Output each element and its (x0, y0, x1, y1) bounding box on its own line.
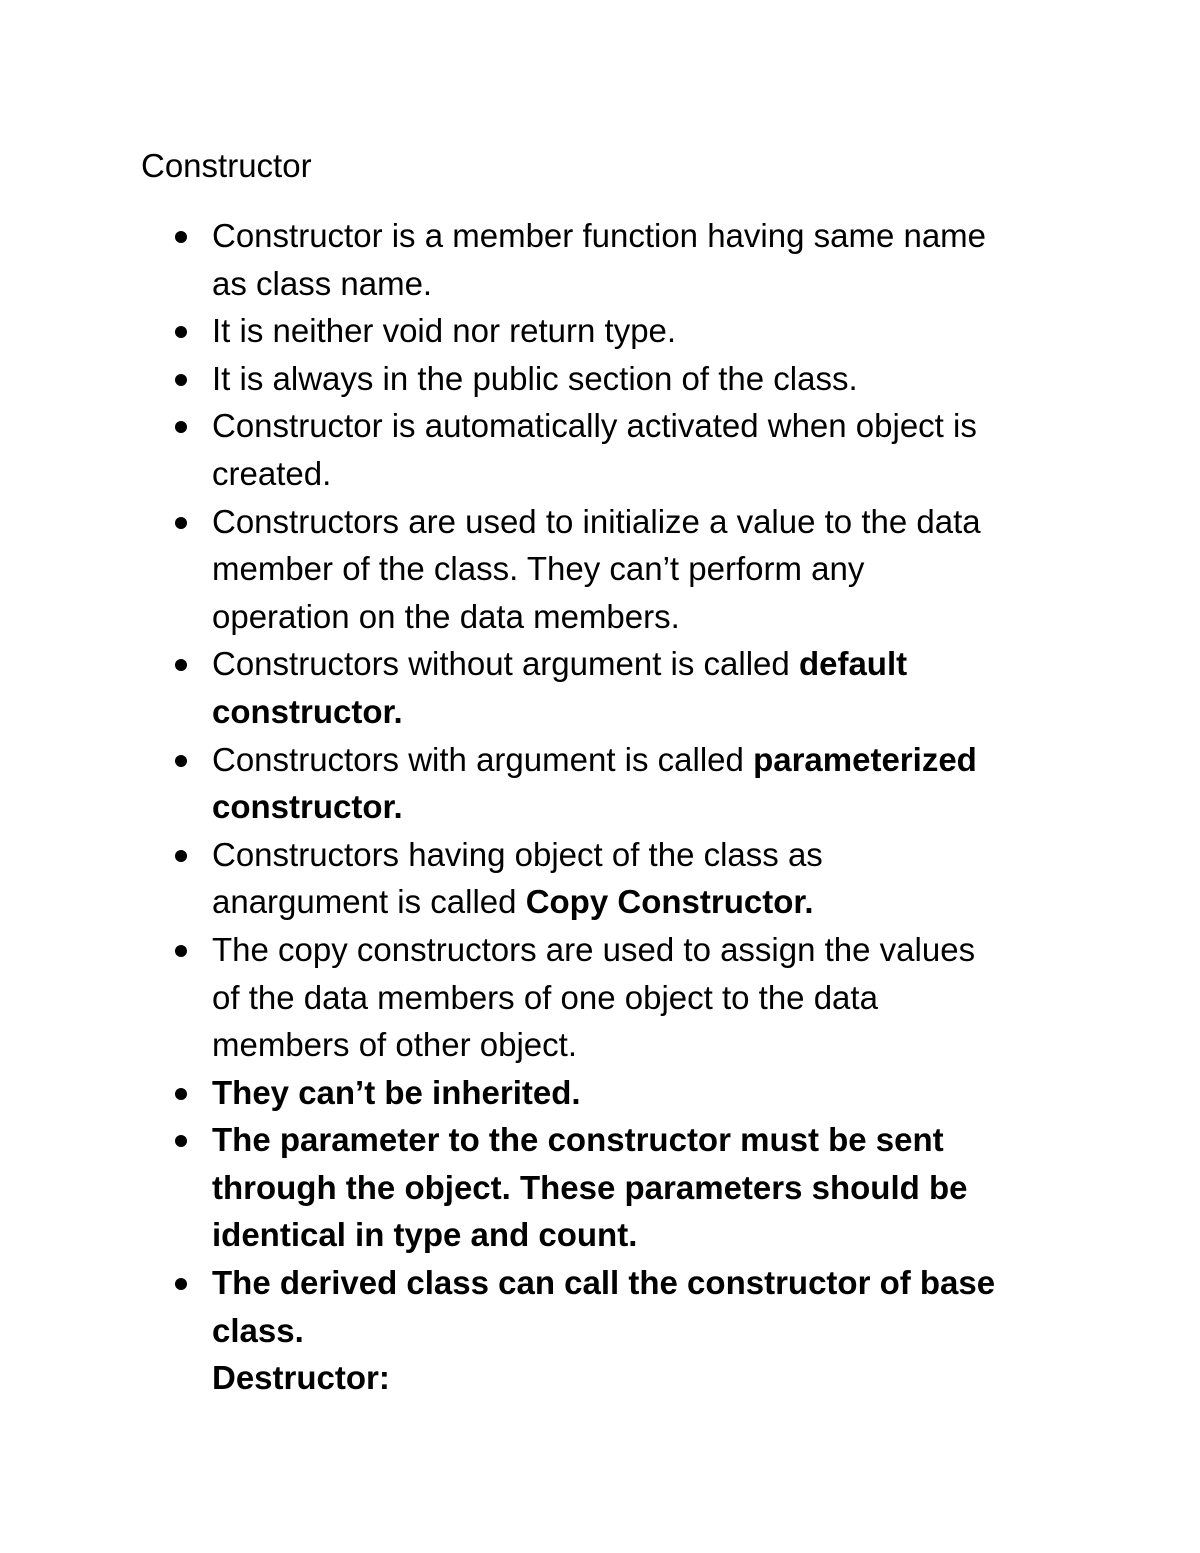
bullet-dot-icon (175, 755, 187, 767)
list-item-line (212, 1259, 1072, 1307)
list-item-line (212, 402, 1072, 450)
bold-text: default (798, 645, 908, 683)
body-text: created. (212, 454, 332, 492)
list-item-line (212, 212, 1072, 260)
list-item-line (212, 593, 1072, 641)
bold-text: They can’t be inherited. (212, 1073, 581, 1111)
list-item-line (212, 1116, 1072, 1164)
body-text: members of other object. (212, 1026, 577, 1064)
list-item (0, 831, 1072, 926)
bold-text: identical in type and count. (212, 1216, 638, 1254)
bold-text: The parameter to the constructor must be sent (212, 1121, 944, 1159)
list-item (0, 1259, 1072, 1402)
list-item-line (212, 640, 1072, 688)
list-item (0, 640, 1072, 735)
list-item-line (212, 498, 1072, 546)
bullet-dot-icon (175, 517, 187, 529)
list-item-line (212, 1021, 1072, 1069)
list-item-line (212, 545, 1072, 593)
body-text: operation on the data members. (212, 597, 680, 635)
list-item-line (212, 688, 1072, 736)
list-item-line (212, 783, 1072, 831)
bold-text: Copy Constructor. (525, 883, 814, 921)
bullet-dot-icon (175, 1278, 187, 1290)
body-text: as class name. (212, 264, 433, 302)
bullet-dot-icon (175, 1135, 187, 1147)
list-item (0, 355, 1072, 403)
list-item-line (212, 1069, 1072, 1117)
body-text: Constructor is automatically activated when object is (212, 407, 977, 445)
list-item-line (212, 1211, 1072, 1259)
list-item-line (212, 736, 1072, 784)
list-item-line (212, 1307, 1072, 1355)
bullet-dot-icon (175, 659, 187, 671)
body-text: Constructors without argument is called (212, 645, 799, 683)
body-text: It is always in the public section of the class. (212, 359, 858, 397)
list-item-line (212, 307, 1072, 355)
list-item-line (212, 974, 1072, 1022)
body-text: Constructors having object of the class as (212, 835, 823, 873)
body-text: It is neither void nor return type. (212, 312, 677, 350)
list-item (0, 926, 1072, 1069)
bold-text: The derived class can call the constructor of base (212, 1264, 996, 1302)
bold-text: Destructor: (212, 1359, 390, 1397)
bold-text: parameterized (753, 740, 977, 778)
body-text: anargument is called (212, 883, 526, 921)
bullet-dot-icon (175, 1088, 187, 1100)
bold-text: constructor. (212, 692, 403, 730)
list-item-line (212, 1354, 1072, 1402)
bullet-dot-icon (175, 374, 187, 386)
bullet-dot-icon (175, 945, 187, 957)
list-item-line (212, 1164, 1072, 1212)
list-item-line (212, 831, 1072, 879)
bullet-dot-icon (175, 421, 187, 433)
list-item-line (212, 355, 1072, 403)
body-text: Constructors with argument is called (212, 740, 754, 778)
list-item-line (212, 450, 1072, 498)
bold-text: through the object. These parameters should be (212, 1168, 968, 1206)
bullet-dot-icon (175, 231, 187, 243)
body-text: The copy constructors are used to assign the values (212, 930, 976, 968)
list-item-line (212, 878, 1072, 926)
list-item (0, 402, 1072, 497)
list-item-line (212, 260, 1072, 308)
list-item (0, 1116, 1072, 1259)
bullet-dot-icon (175, 850, 187, 862)
bold-text: class. (212, 1311, 304, 1349)
list-item (0, 736, 1072, 831)
list-item-line (212, 926, 1072, 974)
bullet-list (0, 212, 1200, 1402)
list-item (0, 212, 1072, 307)
list-item (0, 1069, 1072, 1117)
bullet-dot-icon (175, 326, 187, 338)
body-text: member of the class. They can’t perform any (212, 550, 865, 588)
body-text: Constructors are used to initialize a value to the data (212, 502, 981, 540)
list-item (0, 307, 1072, 355)
body-text: of the data members of one object to the data (212, 978, 878, 1016)
bold-text: constructor. (212, 788, 403, 826)
list-item (0, 498, 1072, 641)
body-text: Constructor is a member function having same name (212, 217, 987, 254)
document-title: Constructor (141, 147, 312, 184)
